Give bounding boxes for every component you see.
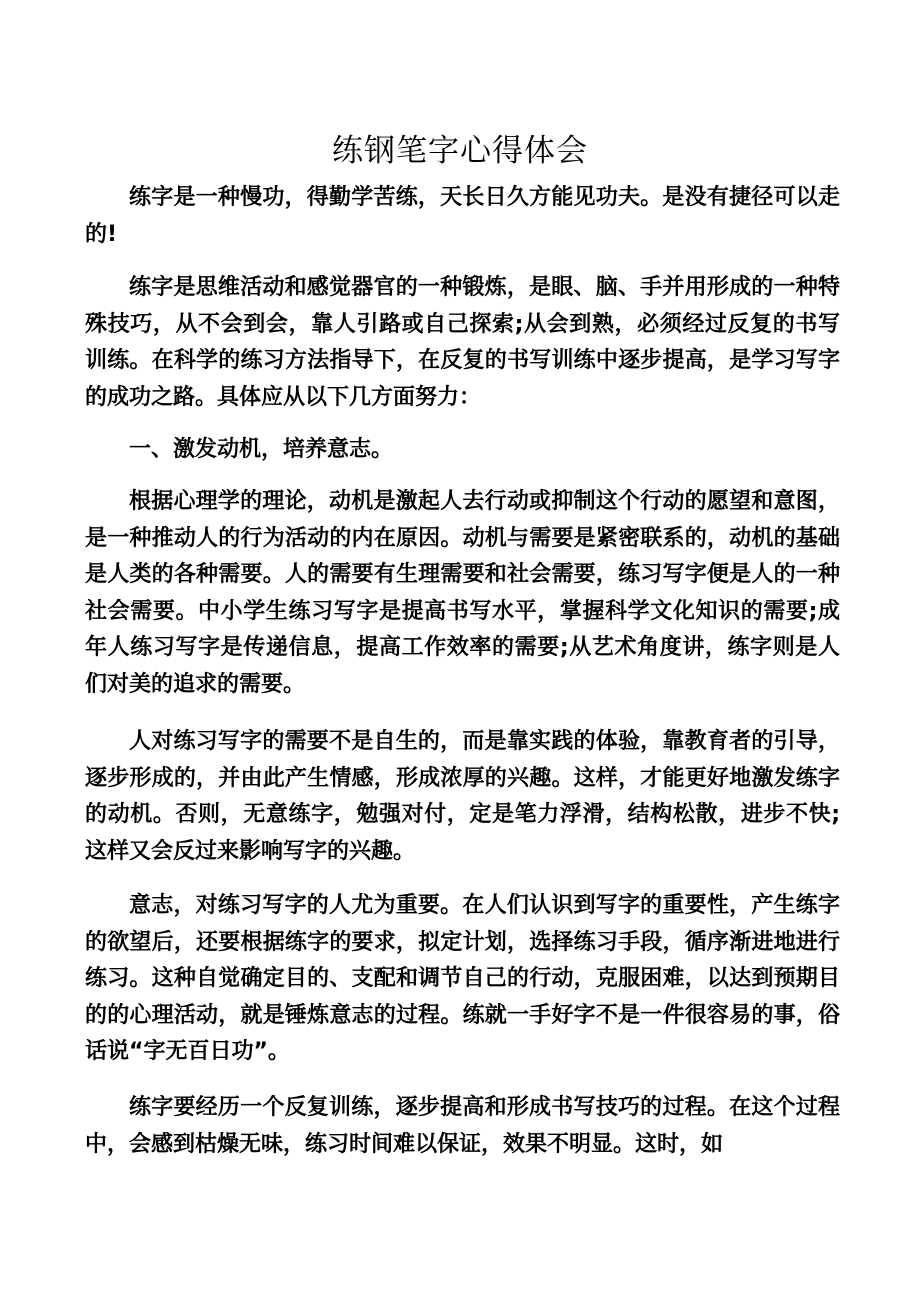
paragraph-2: 练字是思维活动和感觉器官的一种锻炼，是眼、脑、手并用形成的一种特殊技巧，从不会到会，靠人引路或自己探索;从会到熟，必须经过反复的书写训练。在科学的练习方法指导下，在反复的书写训练中逐步提高，是学习写字的成功之路。具体应从以下几方面努力：	[85, 275, 840, 410]
document-title: 练钢笔字心得体会	[332, 133, 588, 169]
paragraph-1: 练字是一种慢功，得勤学苦练，天长日久方能见功夫。是没有捷径可以走的!	[85, 185, 840, 247]
section-heading-1: 一、激发动机，培养意志。	[129, 437, 394, 462]
paragraph-6: 练字要经历一个反复训练，逐步提高和形成书写技巧的过程。在这个过程中，会感到枯燥无味，练习时间难以保证，效果不明显。这时，如	[85, 1095, 840, 1157]
paragraph-5: 意志，对练习写字的人尤为重要。在人们认识到写字的重要性，产生练字的欲望后，还要根据练字的要求，拟定计划，选择练习手段，循序渐进地进行练习。这种自觉确定目的、支配和调节自己的行动，克服困难，以达到预期目的的心理活动，就是锤炼意志的过程。练就一手好字不是一件很容易的事，俗话说“字无百日功”。	[85, 893, 840, 1064]
paragraph-3: 根据心理学的理论，动机是激起人去行动或抑制这个行动的愿望和意图，是一种推动人的行为活动的内在原因。动机与需要是紧密联系的，动机的基础是人类的各种需要。人的需要有生理需要和社会需要，练习写字便是人的一种社会需要。中小学生练习写字是提高书写水平，掌握科学文化知识的需要;成年人练习写字是传递信息，提高工作效率的需要;从艺术角度讲，练字则是人们对美的追求的需要。	[85, 489, 840, 697]
paragraph-4: 人对练习写字的需要不是自生的，而是靠实践的体验，靠教育者的引导，逐步形成的，并由此产生情感，形成浓厚的兴趣。这样，才能更好地激发练字的动机。否则，无意练字，勉强对付，定是笔力浮滑，结构松散，进步不快;这样又会反过来影响写字的兴趣。	[85, 729, 840, 864]
